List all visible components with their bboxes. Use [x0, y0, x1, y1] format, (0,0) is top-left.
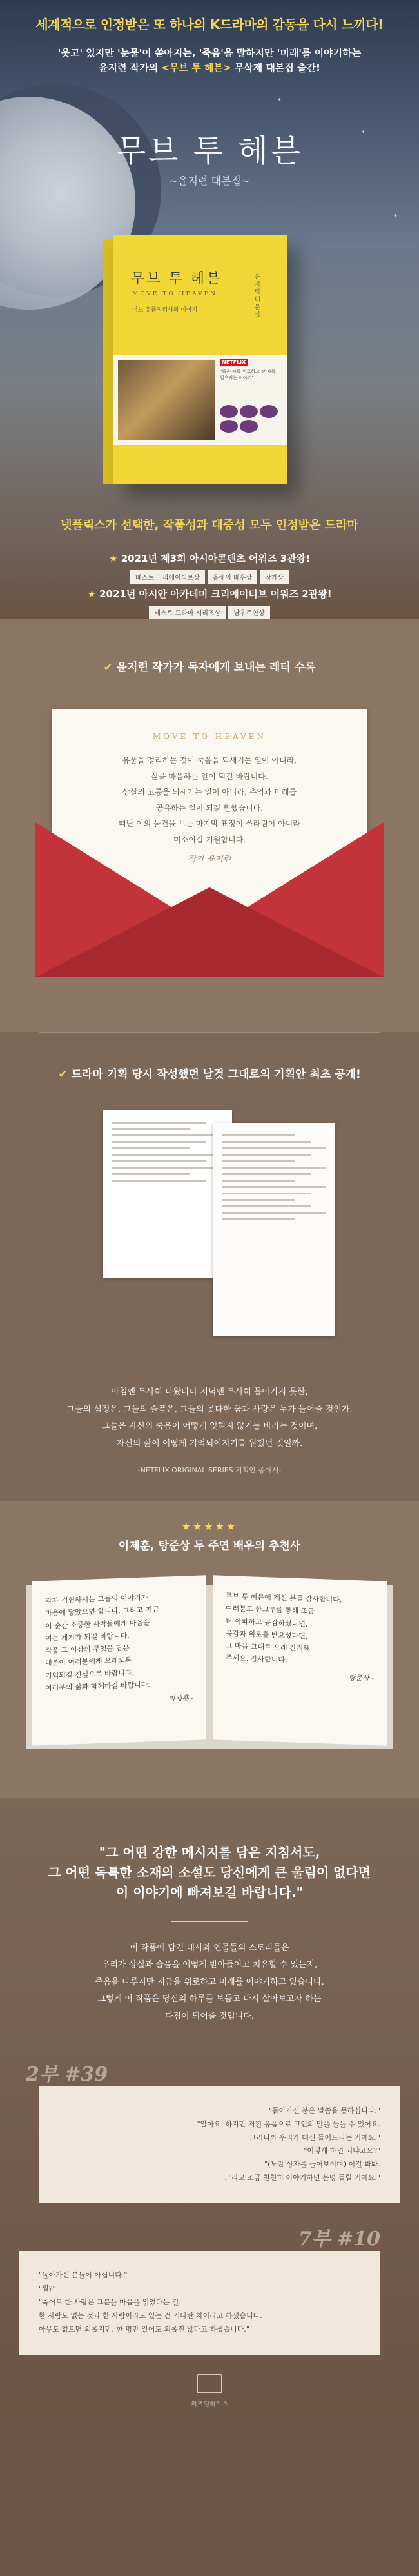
dialogue-line: "어떻게 하면 되냐고요?"	[304, 2146, 380, 2155]
award-badges	[220, 405, 282, 433]
star-icon: ✦	[361, 129, 365, 135]
book-cover	[113, 235, 287, 484]
award-tag: 베스트 크리에이티브상	[130, 570, 205, 584]
body-line: 그렇게 이 작품은 당신의 하루를 보듬고 다시 살아보고자 하는	[97, 1994, 322, 2005]
hero-tagline	[13, 46, 406, 76]
body-line: 우리가 상실과 슬픔을 어떻게 받아들이고 치유할 수 있는지,	[101, 1960, 318, 1970]
rating-stars: ★★★★★	[181, 1520, 238, 1532]
handwritten-line: 이 순간 소중한 사람들에게 마음을	[45, 1618, 150, 1630]
award-badge-icon	[220, 405, 238, 418]
dialogue-line: "돌아가신 분들이 아십니다."	[39, 2271, 128, 2280]
award-badge-icon	[260, 405, 278, 418]
award-tags	[0, 606, 419, 619]
handwritten-line: 여는 계기가 되길 바랍니다.	[45, 1630, 130, 1643]
handwritten-line: 주세요. 감사합니다.	[226, 1653, 287, 1665]
footer	[0, 2355, 419, 2421]
quote-line: "그 어떤 강한 메시지를 담은 지침서도,	[99, 1844, 320, 1860]
handwritten-line: 여러분의 삶과 함께하길 바랍니다.	[45, 1679, 150, 1692]
star-icon: ★	[87, 588, 100, 600]
actor-signature: - 이제훈 -	[163, 1693, 193, 1703]
notebook-right-page	[213, 1575, 387, 1745]
award-tag: 남우주연상	[228, 606, 269, 619]
quote-headline	[0, 1843, 419, 1903]
plan-line: 아침엔 무사히 나왔다나 저녁엔 무사히 돌아가지 못한,	[111, 1387, 308, 1397]
book-description: 어느 유품정리사의 이야기	[132, 307, 198, 313]
book-band	[113, 355, 287, 445]
dialogue-line: 그리고 조금 천천히 이야기하면 분명 들릴 거예요."	[224, 2174, 380, 2183]
plan-excerpt	[0, 1384, 419, 1453]
quote-divider	[171, 1921, 248, 1922]
hero-header	[0, 0, 419, 76]
tagline-pre: 윤지련 작가의	[99, 62, 162, 74]
hero-section	[0, 0, 419, 619]
plan-line: 자신의 삶이 어떻게 기억되어지기를 원했던 것일까.	[116, 1438, 303, 1449]
star-icon: ★	[109, 553, 121, 564]
plan-section	[0, 1032, 419, 1501]
award-tag: 베스트 드라마 시리즈상	[149, 606, 226, 619]
letter-line: 유품을 정리하는 것이 죽음을 되새기는 일이 아니라,	[122, 756, 297, 765]
letter-line: 떠난 이의 물건을 보는 마지막 표정이 쓰라림이 아니라	[119, 819, 300, 829]
star-icon: ✦	[277, 97, 282, 103]
dialogue-line: "(노란 상자를 들어보이며) 이걸 봐봐.	[264, 2160, 380, 2169]
plan-line: 그들은 자신의 죽음이 어떻게 잊혀지 않기를 바라는 것이며,	[101, 1422, 318, 1432]
award-text: 2021년 아시안 아카데미 크리에이티브 어워즈 2관왕!	[99, 588, 332, 600]
netflix-logo: NETFLIX	[220, 359, 248, 366]
plan-line: 그들의 심정은, 그들의 슬픔은, 그들의 못다한 꿈과 사랑은 누가 들어줄 것인가.	[66, 1404, 353, 1414]
band-quote: "죽은 자를 위로하고 산 자를 일으키는 이야기"	[220, 369, 276, 381]
letter-line: 삶을 마음하는 일이 되길 바랍니다.	[151, 771, 268, 781]
star-icon: ✦	[393, 213, 398, 219]
award-block-1	[0, 551, 419, 584]
letter-line: 상실의 고통을 되새기는 일이 아니라, 추억과 미래를	[122, 788, 297, 797]
handwritten-line: 작품 그 이상의 무엇을 담은	[45, 1643, 130, 1655]
quote-line: 이 이야기에 빠져보길 바랍니다."	[115, 1884, 304, 1900]
episode-excerpt-2	[0, 2223, 419, 2354]
dialogue-line: "돌아가신 분은 말씀을 못하십니다."	[269, 2106, 380, 2115]
tagline-highlight: <무브 투 헤븐>	[161, 62, 231, 74]
book-vertical-text: 윤지련대본집	[255, 274, 260, 319]
hero-subtitle: ~윤지련 대본집~	[169, 175, 250, 187]
award-title	[0, 587, 419, 600]
letter-line: 미소이길 기원합니다.	[173, 835, 246, 844]
award-title	[0, 551, 419, 565]
hero-headline: 세계적으로 인정받은 또 하나의 K드라마의 감동을 다시 느끼다!	[35, 17, 384, 32]
body-line: 다짐이 되어줄 것입니다.	[165, 2012, 254, 2022]
handwritten-line: 무브 투 헤븐에 계신 분들 감사합니다.	[226, 1591, 342, 1604]
episode-label: 7부 #10	[298, 2228, 380, 2251]
letter-illustration	[0, 674, 419, 996]
dialogue-line: 한 사람도 없는 것과 한 사람이라도 있는 건 커다란 차이라고 하셨습니다.	[39, 2311, 262, 2320]
actors-section	[0, 1501, 419, 1798]
award-badge-icon	[240, 405, 258, 418]
actor-signature: - 탕준상 -	[344, 1672, 374, 1683]
notebook-left-page	[32, 1575, 206, 1745]
plan-documents	[0, 1081, 419, 1384]
dialogue-line: 그러니까 우리가 대신 들어드리는 거예요."	[249, 2133, 380, 2142]
award-tag: 작가상	[260, 570, 289, 584]
award-block-2	[0, 587, 419, 619]
handwritten-line: 대본이 여러분에게 오래도록	[45, 1656, 132, 1667]
check-icon: ✔	[103, 661, 113, 674]
tagline-post: 무삭제 대본집 출간!	[231, 62, 320, 74]
episode-card	[19, 2251, 380, 2354]
handwritten-line: 그 마음 그대로 오래 간직해	[226, 1641, 310, 1653]
handwritten-line: 여러분도 한그루를 통해 조금	[226, 1603, 315, 1616]
dialogue-line: "알아요. 하지만 저흰 유품으로 고인의 말을 들을 수 있어요.	[197, 2119, 380, 2128]
episode-excerpt-1	[0, 2058, 419, 2203]
handwritten-line: 기억되길 진심으로 바랍니다.	[45, 1668, 135, 1680]
award-badge-icon	[240, 420, 258, 433]
hero-tagline-line-2	[13, 61, 406, 75]
handwritten-line: 공감과 위로를 받으셨다면,	[226, 1629, 308, 1640]
letter-signature: 작가 윤지련	[188, 854, 231, 864]
dialogue-line: "죽어도 한 사람은 그분을 마음을 읽었다는 걸.	[39, 2297, 181, 2306]
hero-tagline-line-1: '웃고' 있지만 '눈물'이 쏟아지는, '죽음'을 말하지만 '미래'를 이야기하는	[57, 47, 362, 59]
episode-card	[39, 2086, 400, 2203]
quote-line: 그 어떤 독특한 소재의 소설도 당신에게 큰 울림이 없다면	[48, 1864, 371, 1880]
recommendation-notebook	[0, 1572, 419, 1765]
hero-title: 무브 투 헤븐	[115, 133, 304, 169]
publisher-name: 위즈덤하우스	[191, 2401, 228, 2408]
letter-heading-text: 윤지련 작가가 독자에게 보내는 레터 수록	[116, 661, 316, 674]
check-icon: ✔	[58, 1068, 68, 1081]
award-text: 2021년 제3회 아시아콘텐츠 어워즈 3관왕!	[121, 553, 310, 564]
plan-heading	[0, 1033, 419, 1081]
episode-label: 2부 #39	[26, 2063, 108, 2086]
letter-heading	[0, 619, 419, 674]
award-tag: 올해의 배우상	[208, 570, 257, 584]
quote-section	[0, 1798, 419, 2460]
body-line: 죽음을 다루지만 지금을 위로하고 미래를 이야기하고 있습니다.	[95, 1977, 324, 1987]
actors-heading: 이제훈, 탕준상 두 주연 배우의 추천사	[118, 1539, 301, 1552]
band-still-image	[118, 360, 215, 440]
handwritten-line: 마음에 닿았으면 합니다. 그리고 지금	[45, 1605, 159, 1618]
plan-heading-text: 드라마 기획 당시 작성했던 날것 그대로의 기획안 최초 공개!	[71, 1068, 361, 1081]
letter-body	[52, 753, 367, 848]
body-line: 이 작품에 담긴 대사와 인물들의 스토리들은	[130, 1943, 289, 1953]
dialogue-line: "뭘?"	[39, 2284, 56, 2293]
pitch-headline: 넷플릭스가 선택한, 작품성과 대중성 모두 인정받은 드라마	[61, 519, 358, 532]
plan-document-page-2	[213, 1123, 335, 1336]
letter-logo: MOVE TO HEAVEN	[152, 732, 267, 741]
letter-line: 공유하는 일이 되길 원했습니다.	[156, 803, 263, 813]
award-badge-icon	[220, 420, 238, 433]
book-english-title: MOVE TO HEAVEN	[132, 291, 218, 297]
handwritten-line: 각자 경험하시는 그들의 이야기가	[45, 1593, 148, 1605]
quote-body	[0, 1940, 419, 2026]
award-tags	[0, 570, 419, 584]
dialogue-line: 아무도 없으면 외롭지만, 한 명만 있어도 외롭진 않다고 하셨습니다."	[39, 2324, 249, 2333]
plan-source: -NETFLIX ORIGINAL SERIES 기획안 중에서-	[137, 1465, 282, 1474]
handwritten-line: 더 아파하고 공감하셨다면,	[226, 1616, 308, 1628]
book-title: 무브 투 헤븐	[131, 271, 222, 287]
letter-section	[0, 619, 419, 1032]
yellow-box-icon	[197, 2374, 222, 2393]
